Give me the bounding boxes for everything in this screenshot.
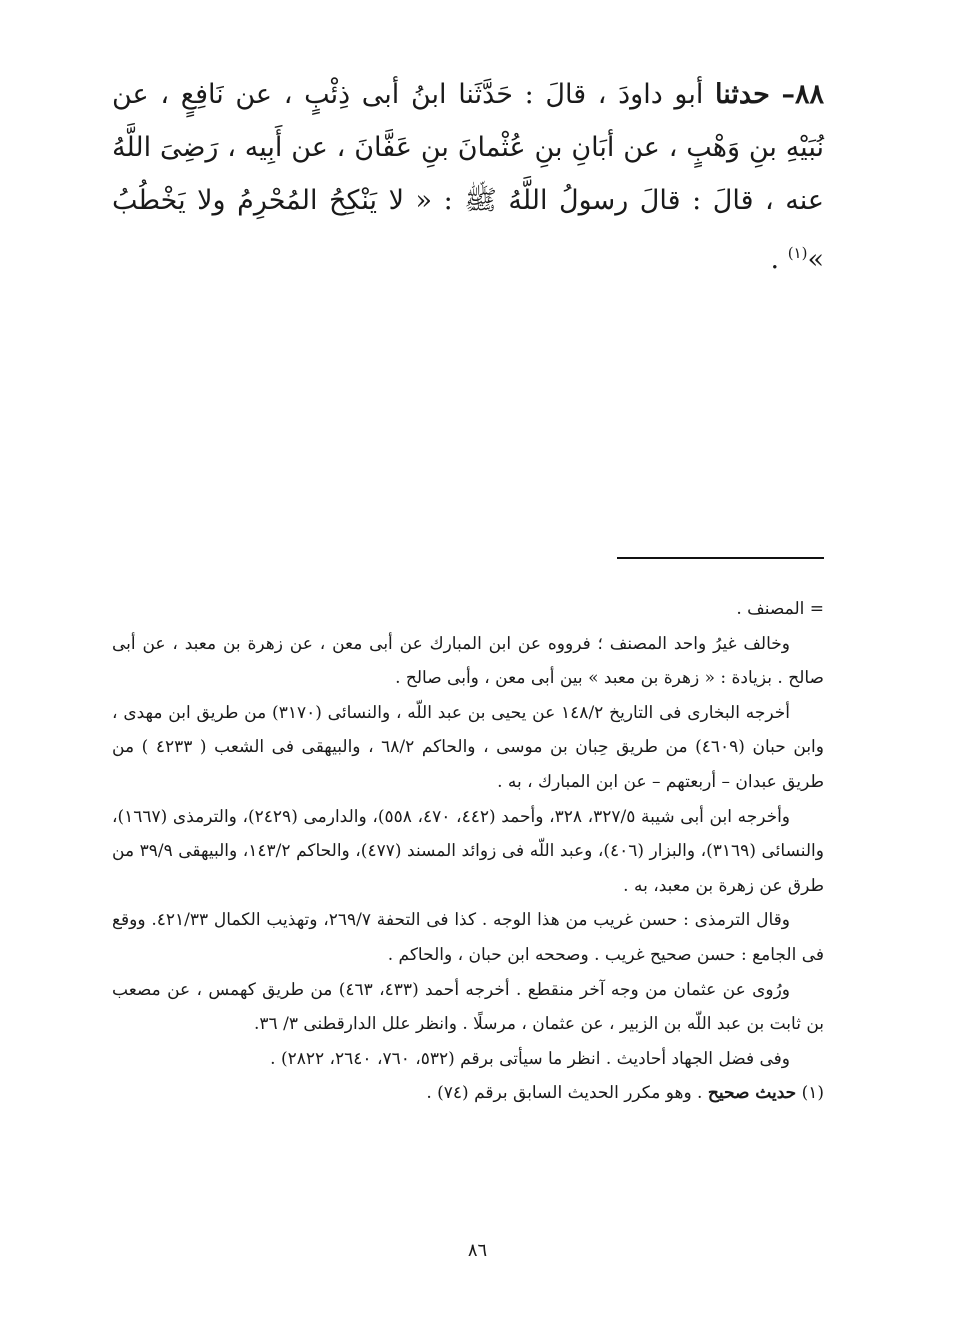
page-number: ٨٦ (467, 1240, 488, 1261)
footnote-separator (617, 557, 824, 559)
hadith-88 (112, 68, 824, 286)
footnote-grade: حديث صحيح (707, 1083, 797, 1104)
footnote-continuation: = المصنف . (736, 599, 824, 619)
hadith-number: ٨٨– (781, 79, 824, 110)
footnotes (112, 592, 824, 1111)
footnote-paragraph: وأخرجه ابن أبى شيبة ٣٢٧/٥، ٣٢٨، وأحمد (٤٤٢، ٤٧٠، ٥٥٨)، والدارمى (٢٤٢٩)، والترمذى (١٦٦٧)، والنسائى (٣١٦٩)، والبزار (٤٠٦)، وعبد اللّه فى زوائد المسند (٤٧٧)، والحاكم ١٤٣/٢، والبيهقى ٣٩/٩ من طرق عن زهرة بن معبد، به . (112, 806, 824, 896)
footnote-text: . وهو مكرر الحديث السابق برقم (٧٤) . (426, 1083, 708, 1104)
footnote-paragraph: وفى فضل الجهاد أحاديث . انظر ما سيأتى برقم (٥٣٢، ٧٦٠، ٢٦٤٠، ٢٨٢٢) . (270, 1048, 790, 1069)
footnote-reference: (١) (787, 244, 808, 262)
hadith-text: أبو داودَ ، قالَ : حَدَّثَنا ابنُ أبى ذِئْبٍ ، عن نَافِعٍ ، عن نُبَيْهِ بنِ وَهْبٍ ، عن أبَانِ بنِ عُثْمانَ بنِ عَفَّانَ ، عن أَبِيه ، رَضِىَ اللَّهُ عنه ، قالَ : قالَ رسولُ اللَّهُ ﷺ : « لا يَنْكِحُ المُحْرِمُ ولا يَخْطُبُ » (112, 79, 824, 275)
footnote-paragraph: ورُوى عن عثمان من وجه آخر منقطع . أخرجه أحمد (٤٣٣، ٤٦٣) من طريق كهمس ، عن مصعب بن ثابت بن عبد اللّه بن الزبير ، عن عثمان ، مرسلًا . وانظر علل الدارقطنى ٣/ ٣٦. (112, 979, 824, 1035)
hadith-end-mark: . (770, 244, 788, 275)
footnote-paragraph: وخالف غيرُ واحد المصنف ؛ فرووه عن ابن المبارك عن أبى معن ، عن زهرة بن معبد ، عن أبى صالح . بزيادة : « زهرة بن معبد » بين أبى معن ، وأبى صالح . (112, 633, 824, 689)
footnote-paragraph: وقال الترمذى : حسن غريب من هذا الوجه . كذا فى التحفة ٢٦٩/٧، وتهذيب الكمال ٤٢١/٣٣. ووقع فى الجامع : حسن صحيح غريب . وصححه ابن حبان ، والحاكم . (112, 910, 824, 965)
footnote-marker: (١) (801, 1083, 824, 1104)
hadith-narration-verb: حدثنا (715, 79, 770, 110)
footnote-1 (112, 1076, 824, 1111)
footnote-paragraph: أخرجه البخارى فى التاريخ ١٤٨/٢ عن يحيى بن عبد اللّه ، والنسائى (٣١٧٠) من طريق ابن مهدى ، وابن حبان (٤٦٠٩) من طريق حِبان بن موسى ، والحاكم ٦٨/٢ ، والبيهقى فى الشعب ( ٤٢٣٣ ) من طريق عبدان – أربعتهم – عن ابن المبارك ، به . (112, 702, 824, 792)
